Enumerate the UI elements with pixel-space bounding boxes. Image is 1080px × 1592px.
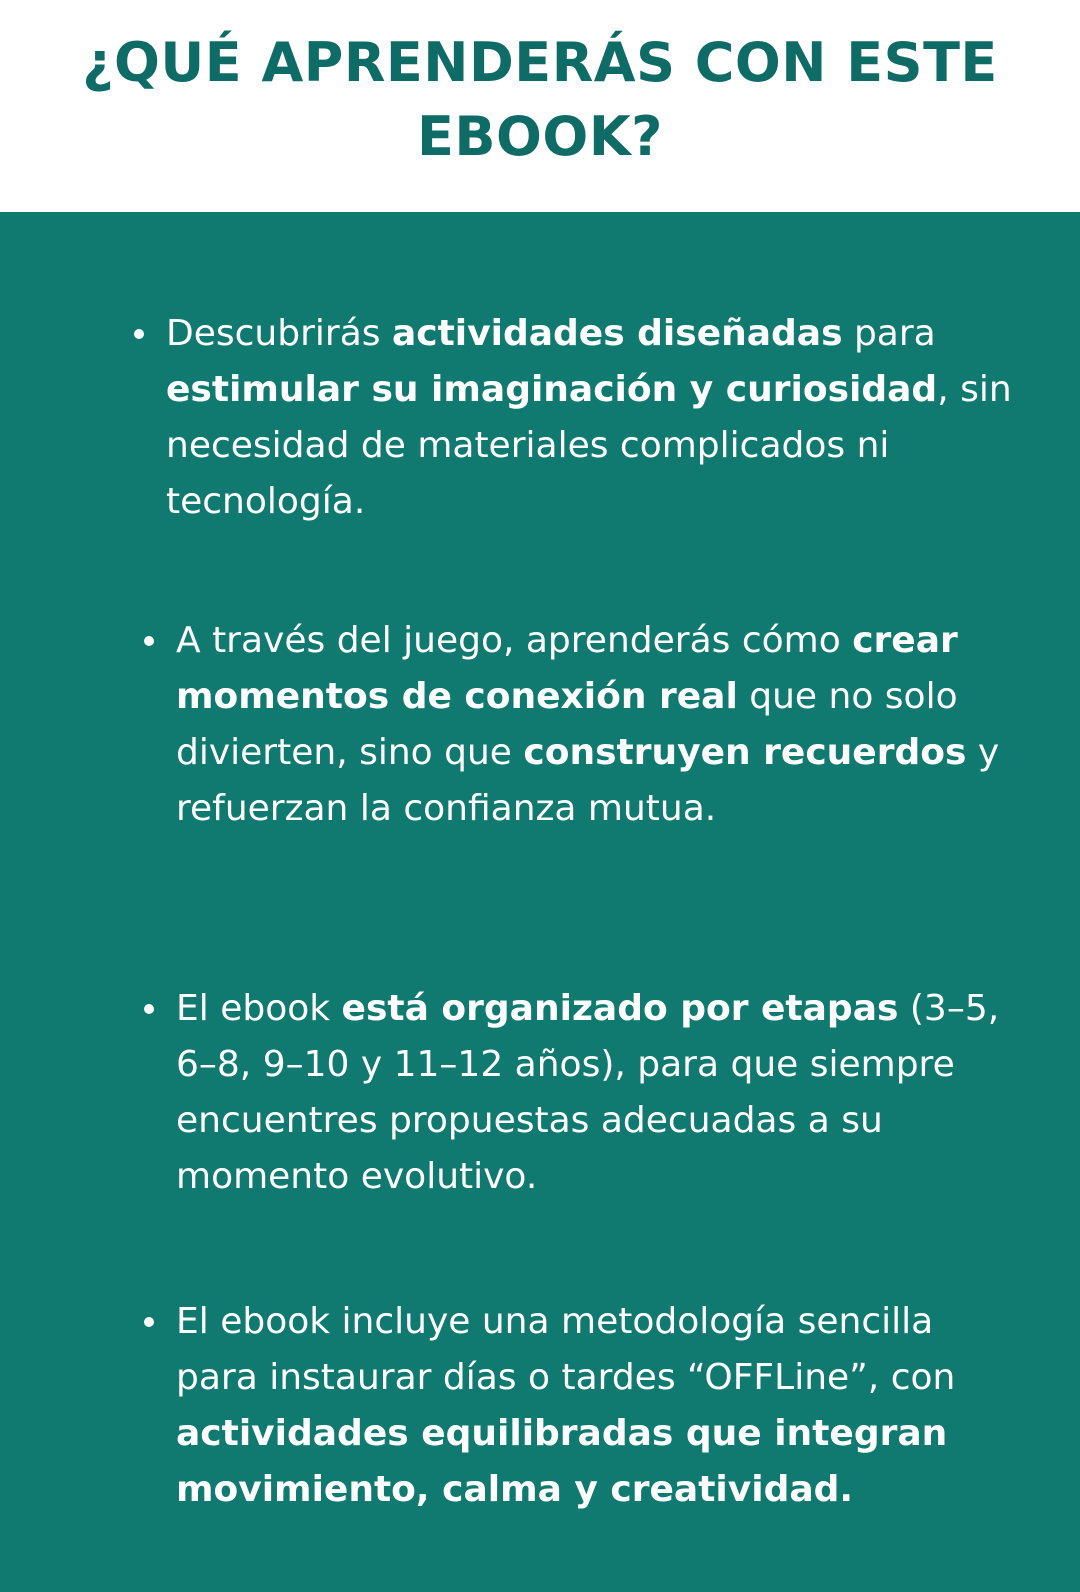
bullet-item-connection [176, 613, 1026, 837]
bullet-dot-icon [144, 1317, 154, 1327]
bullet-bold-text: crear momentos de conexión real [176, 620, 958, 717]
page-title: ¿QUÉ APRENDERÁS CON ESTE EBOOK? [82, 31, 998, 168]
bullet-text: El ebook incluye una metodología sencilla para instaurar días o tardes “OFFLine”, con [176, 1301, 956, 1398]
bullet-bold-text: estimular su imaginación y curiosidad [166, 369, 938, 410]
bullet-item-methodology [176, 1294, 1026, 1518]
bullet-dot-icon [144, 1004, 154, 1014]
bullet-dot-icon [134, 329, 144, 339]
bullet-bold-text: construyen recuerdos [523, 732, 967, 773]
header [0, 0, 1080, 212]
bullet-item-activities [166, 306, 1026, 530]
bullet-text: (3–5, 6–8, 9–10 y 11–12 años), para que siempre encuentres propuestas adecuadas a su momento evolutivo. [176, 988, 1000, 1197]
bullet-text: que no solo divierten, sino que [176, 676, 958, 773]
bullet-dot-icon [144, 636, 154, 646]
bullet-text: El ebook [176, 988, 342, 1029]
bullet-bold-text: actividades equilibradas que integran movimiento, calma y creatividad. [176, 1413, 948, 1510]
bullet-text: A través del juego, aprenderás cómo [176, 620, 853, 661]
bullet-bold-text: está organizado por etapas [341, 988, 899, 1029]
bullet-bold-text: actividades diseñadas [391, 313, 843, 354]
bullet-item-stages [176, 981, 1026, 1205]
content-panel [0, 212, 1080, 1592]
bullet-text: Descubrirás [166, 313, 392, 354]
bullet-text: y refuerzan la confianza mutua. [176, 732, 1000, 829]
bullet-text: para [842, 313, 936, 354]
bullet-text: , sin necesidad de materiales complicados ni tecnología. [166, 369, 1012, 522]
